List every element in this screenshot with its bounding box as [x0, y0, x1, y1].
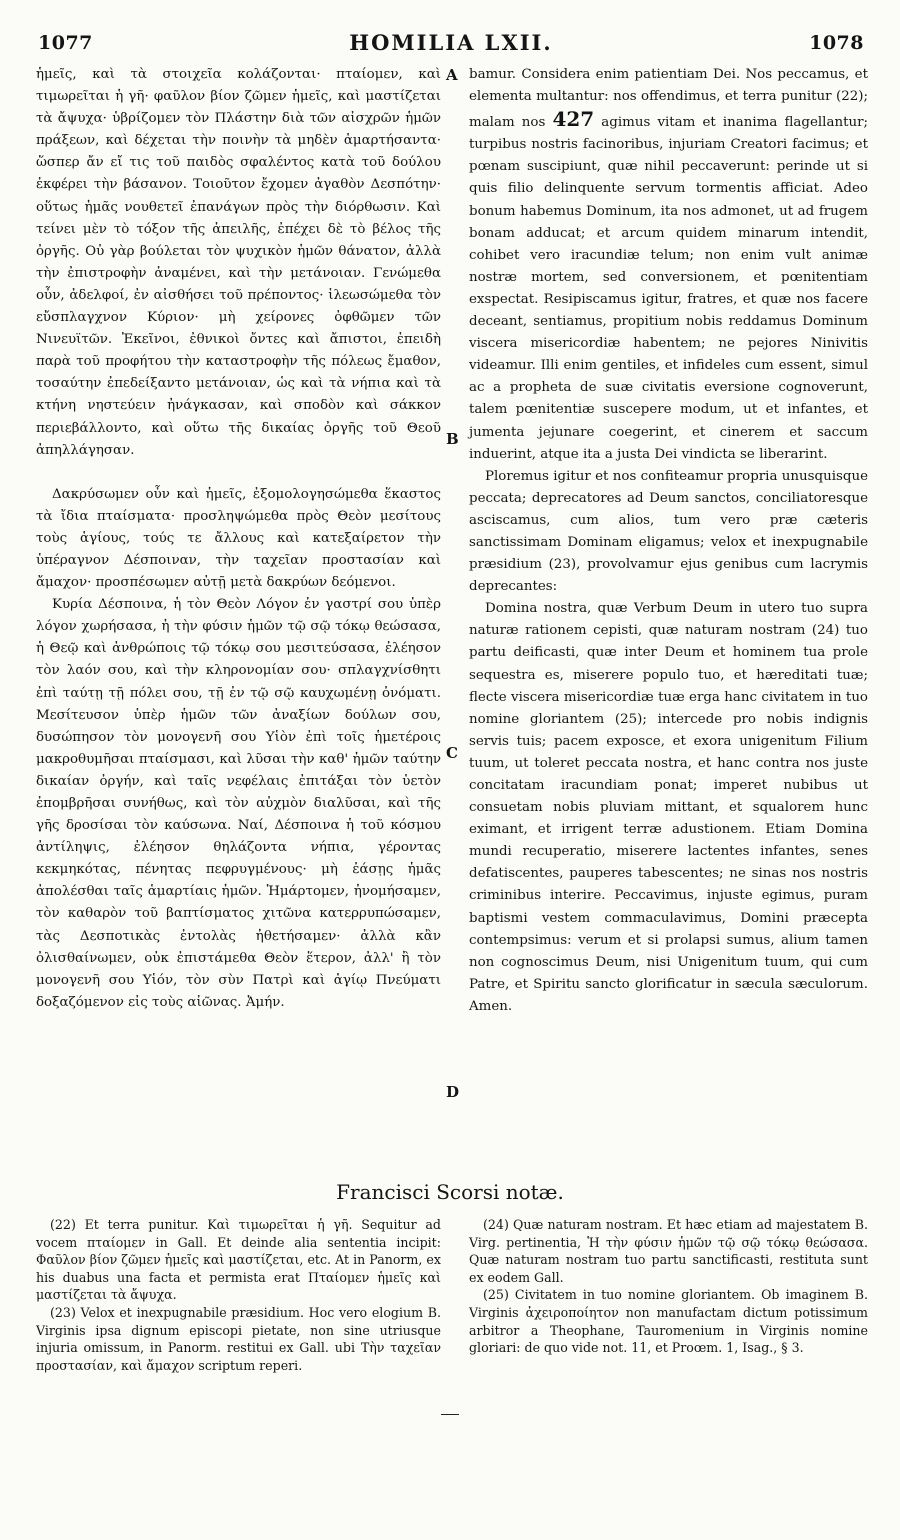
latin-paragraph-1	[469, 64, 868, 466]
note-23: (23) Velox et inexpugnabile præsidium. Hoc vero elogium B. Virginis ipsa dignum episcopi pietate, non sine utriusque injuria omissum, in Panorm. restitui ex Gall. ubi Τὴν ταχεῖαν προστασίαν, καὶ ἄμαχον scriptum reperi.	[36, 1304, 441, 1373]
greek-paragraph-2: Δακρύσωμεν οὖν καὶ ἡμεῖς, ἐξομολογησώμεθα ἕκαστος τὰ ἴδια πταίσματα· προσληψώμεθα πρὸς Θεὸν μεσίτους τοὺς ἁγίους, τούς τε ἄλλους καὶ κατεξαίρετον τὴν ὑπέραγνον Δέσποιναν, τὴν ταχεῖαν προστασίαν καὶ ἄμαχον· προσπέσωμεν αὐτῇ μετὰ δακρύων δεόμενοι.	[36, 486, 441, 591]
greek-column	[36, 64, 441, 1014]
notes-heading: Francisci Scorsi notæ.	[336, 1180, 564, 1204]
note-22: (22) Et terra punitur. Καὶ τιμωρεῖται ἡ γῆ. Sequitur ad vocem πταίομεν in Gall. Et deinde alia sententia incipit: Φαῦλον βίον ζῶμεν ἡμεῖς καὶ μαστίζεται, etc. At in Panorm, ex his duabus una facta et permista erat Πταίομεν ἡμεῖς καὶ μαστίζεται τὰ ἄψυχα.	[36, 1217, 441, 1303]
page-header	[38, 30, 864, 64]
greek-paragraph-3: Κυρία Δέσποινα, ἡ τὸν Θεὸν Λόγον ἐν γαστρί σου ὑπὲρ λόγον χωρήσασα, ἡ τὴν φύσιν ἡμῶν τῷ σῷ τόκῳ θεώσασα, ἡ Θεῷ καὶ ἀνθρώποις τῷ τόκῳ σου μεσιτεύσασα, ἐλέησον τὸν λαόν σου, καὶ τὴν κληρονομίαν σου· σπλαγχνίσθητι ἐπὶ ταύτῃ τῇ πόλει σου, τῇ ἐν τῷ σῷ καυχωμένῃ ὀνόματι. Μεσίτευσον ὑπὲρ ἡμῶν τῶν ἀναξίων δούλων σου, δυσώπησον τὸν μονογενῆ σου Υἱὸν ἐπὶ τοῖς ἡμετέροις μακροθυμῆσαι πταίσμασι, καὶ λῦσαι τὴν καθ' ἡμῶν ταύτην δικαίαν ὀργήν, καὶ ταῖς νεφέλαις ἐπιτάξαι τὸν ὑετὸν ἐπομβρῆσαι συνήθως, καὶ τὸν αὐχμὸν διαλῦσαι, καὶ τῆς γῆς δροσίσαι τὸν καύσωνα. Ναί, Δέσποινα ἡ τοῦ κόσμου ἀντίληψις, ἐλέησον θηλάζοντα νήπια, γέροντας κεκμηκότας, πένητας πεφρυγμένους· μὴ ἐάσῃς ἡμᾶς ἀπολέσθαι ταῖς ἁμαρτίαις ἡμῶν. Ἡμάρτομεν, ἠνομήσαμεν, τὸν καθαρὸν τοῦ βαπτίσματος χιτῶνα κατερρυπώσαμεν, τὰς Δεσποτικὰς ἐντολὰς ἠθετήσαμεν· ἀλλὰ κἂν ὀλισθαίνωμεν, οὐκ ἐπιστάμεθα Θεὸν ἕτερον, ἀλλ' ἢ τὸν μονογενῆ σου Υἱόν, τὸν σὺν Πατρὶ καὶ ἁγίῳ Πνεύματι δοξαζόμενον εἰς τοὺς αἰῶνας. Ἀμήν.	[36, 597, 441, 1010]
latin-paragraph-1-end: agimus vitam et inanima flagellantur; turpibus nostris facinoribus, injuriam Creatori facimus; et pœnam suscipiunt, quæ nihil peccaverunt: perinde ut si quis filio delinquente servum tormentis afficiat. Adeo bonum habemus Dominum, ita nos admonet, ut ad frugem bonam adducat; et arcum quidem minarum intendit, cohibet vero iracundiæ telum; non enim vult animæ nostræ mortem, sed conversionem, et pœnitentiam exspectat. Resipiscamus igitur, fratres, et quæ nos facere deceant, sentiamus, propitium nobis reddamus Dominum viscera misericordiæ habentem; ne pejores Ninivitis videamur. Illi enim gentiles, et infideles cum essent, simul ac a propheta de suæ civitatis eversione cognoverunt, talem pœnitentiæ suscepere modum, ut et infantes, et jumenta jejunare coegerint, et cinerem et saccum induerint, atque ita a justa Dei vindicta se liberarint.	[469, 115, 868, 462]
running-title: HOMILIA LXII.	[349, 30, 553, 55]
left-page-number: 1077	[38, 32, 93, 54]
section-marker-a: A	[446, 66, 458, 84]
latin-paragraph-2: Ploremus igitur et nos confiteamur propria unusquisque peccata; deprecatores ad Deum sanctos, conciliatoresque asciscamus, cum alios, tum vero præ cæteris sanctissimam Dominam eligamus; velox et inexpugnabile præsidium (23), provolvamur ejus genibus cum lacrymis deprecantes:	[469, 468, 868, 595]
right-page-number: 1078	[809, 32, 864, 54]
latin-paragraph-1-start: bamur. Considera enim patientiam Dei. Nos peccamus, et elementa multantur: nos offendimus, et terra punitur (22); malam nos	[469, 67, 868, 131]
page-marginal-number: 427	[552, 107, 595, 132]
latin-paragraph-3: Domina nostra, quæ Verbum Deum in utero tuo supra naturæ rationem cepisti, quæ naturam nostram (24) tuo partu deificasti, quæ inter Deum et hominem tua prole sequestra es, miserere populo tuo, et hæreditati tuæ; flecte viscera misericordiæ tuæ erga hanc civitatem in tuo nomine gloriantem (25); intercede pro nobis indignis servis tuis; pacem exposce, et exora unigenitum Filium tuum, ut toleret peccata nostra, et hanc contra nos juste concitatam iracundiam ponat; imperet nubibus ut consuetam nobis pluviam mittant, et squalorem hunc eximant, et irrigent terræ adustionem. Etiam Domina mundi recuperatio, miserere lactentes infantes, senes defatiscentes, pauperes tabescentes; ne sinas nos nostris criminibus interire. Peccavimus, injuste egimus, puram baptismi vestem commaculavimus, Domini præcepta contempsimus: verum et si prolapsi sumus, alium tamen non cognoscimus Deum, nisi Unigenitum tuum, qui cum Patre, et Spiritu sancto glorificatur in sæcula sæculorum. Amen.	[469, 601, 868, 1014]
section-marker-c: C	[446, 744, 458, 762]
note-24: (24) Quæ naturam nostram. Et hæc etiam ad majestatem B. Virg. pertinentia, Ἡ τὴν φύσιν ἡμῶν τῷ σῷ τόκῳ θεώσασα. Quæ naturam nostram tuo partu sanctificasti, restituta sunt ex eodem Gall.	[469, 1217, 868, 1285]
footer-rule	[441, 1414, 459, 1415]
latin-column	[469, 64, 868, 1018]
section-marker-d: D	[446, 1083, 460, 1101]
section-marker-b: B	[446, 430, 459, 448]
notes-right-column	[469, 1216, 868, 1357]
notes-left-column	[36, 1216, 441, 1374]
note-25: (25) Civitatem in tuo nomine gloriantem. Ob imaginem B. Virginis ἀχειροποίητον non manufactam dictum potissimum arbitror a Theophane, Tauromenium in Virginis nomine gloriari: de quo vide not. 11, et Proœm. 1, Isag., § 3.	[469, 1287, 868, 1356]
greek-paragraph-1: ἡμεῖς, καὶ τὰ στοιχεῖα κολάζονται· πταίομεν, καὶ τιμωρεῖται ἡ γῆ· φαῦλον βίον ζῶμεν ἡμεῖς, καὶ μαστίζεται τὰ ἄψυχα· ὑβρίζομεν τὸν Πλάστην διὰ τῶν αἰσχρῶν ἡμῶν πράξεων, καὶ δέχεται τὴν ποινὴν τὰ μηδὲν ἁμαρτήσαντα· ὥσπερ ἄν εἴ τις τοῦ παιδὸς σφαλέντος κατὰ τοῦ δούλου ἐκφέρει τὴν βάσανον. Τοιοῦτον ἔχομεν ἀγαθὸν Δεσπότην· οὕτως ἡμᾶς νουθετεῖ ἐπανάγων πρὸς τὴν διόρθωσιν. Καὶ τείνει μὲν τὸ τόξον τῆς ἀπειλῆς, ἐπέχει δὲ τὸ βέλος τῆς ὀργῆς. Οὐ γὰρ βούλεται τὸν ψυχικὸν ἡμῶν θάνατον, ἀλλὰ τὴν ἐπιστροφὴν ἀναμένει, καὶ τὴν μετάνοιαν. Γενώμεθα οὖν, ἀδελφοί, ἐν αἰσθήσει τοῦ πρέποντος· ἱλεωσώμεθα τὸν εὔσπλαγχνον Κύριον· μὴ χείρονες ὀφθῶμεν τῶν Νινευϊτῶν. Ἐκεῖνοι, ἐθνικοὶ ὄντες καὶ ἄπιστοι, ἐπειδὴ παρὰ τοῦ προφήτου τὴν καταστροφὴν τῆς πόλεως ἔμαθον, τοσαύτην ἐπεδείξαντο μετάνοιαν, ὡς καὶ τὰ νήπια καὶ τὰ κτήνη νηστεύειν ἠνάγκασαν, καὶ σποδὸν καὶ σάκκον περιεβάλλοντο, καὶ οὕτω τῆς δικαίας ὀργῆς τοῦ Θεοῦ ἀπηλλάγησαν.	[36, 67, 441, 458]
